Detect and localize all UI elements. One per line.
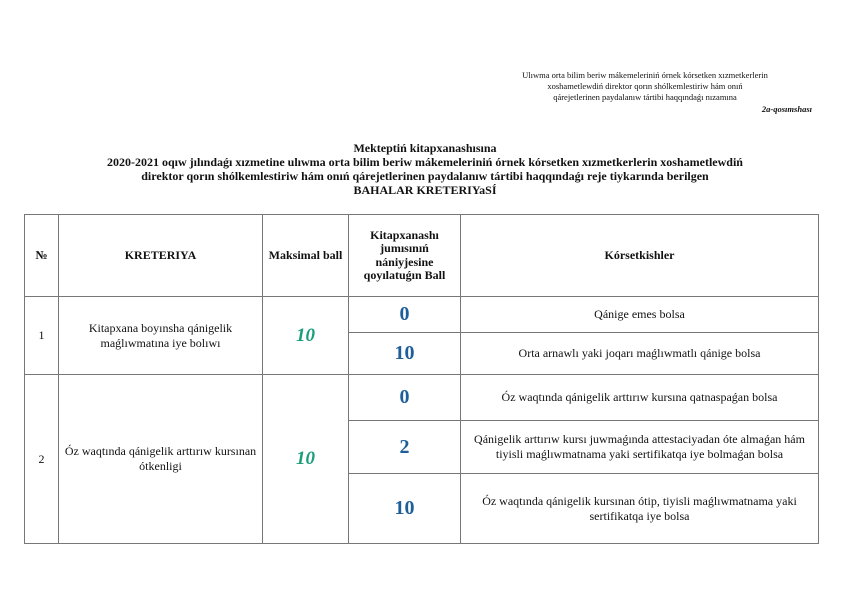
- indicator-cell: Óz waqtında qánigelik kursınan ótip, tiyisli maǵlıwmatnama yaki sertifikatqa iye bolsa: [461, 474, 819, 544]
- given-ball-cell: 0: [349, 375, 461, 421]
- header-given-ball: Kitapxanashı jumısınıń nániyjesine qoyılatuǵın Ball: [349, 215, 461, 297]
- indicator-cell: Qánige emes bolsa: [461, 297, 819, 333]
- given-ball-cell: 2: [349, 421, 461, 474]
- header-indicators: Kórsetkishler: [461, 215, 819, 297]
- header-max-ball: Maksimal ball: [263, 215, 349, 297]
- title-line: Mekteptiń kitapxanashısına: [353, 141, 497, 155]
- header-note-line: xoshametlewdiń direktor qorın shólkemlestiriw hám onıń: [547, 81, 743, 91]
- appendix-label: 2a-qosımshası: [761, 104, 812, 114]
- appendix-header-note: [470, 70, 820, 115]
- indicator-cell: Óz waqtında qánigelik arttırıw kursına qatnaspaǵan bolsa: [461, 375, 819, 421]
- header-note-line: Ulıwma orta bilim beriw mákemeleriniń órnek kórsetken xızmetkerlerin: [522, 70, 768, 80]
- header-number: №: [25, 215, 59, 297]
- given-ball-cell: 0: [349, 297, 461, 333]
- given-ball-cell: 10: [349, 474, 461, 544]
- indicator-cell: Orta arnawlı yaki joqarı maǵlıwmatlı qánige bolsa: [461, 333, 819, 375]
- criteria-cell: Kitapxana boyınsha qánigelik maǵlıwmatına iye bolıwı: [59, 297, 263, 375]
- title-line: BAHALAR KRETERIYaSÍ: [353, 183, 497, 197]
- max-ball-cell: 10: [263, 375, 349, 544]
- given-ball-cell: 10: [349, 333, 461, 375]
- max-ball-cell: 10: [263, 297, 349, 375]
- table-header-row: [25, 215, 819, 297]
- document-title: [20, 141, 830, 197]
- criteria-cell: Óz waqtında qánigelik arttırıw kursınan ótkenligi: [59, 375, 263, 544]
- row-number: 2: [25, 375, 59, 544]
- header-criteria: KRETERIYA: [59, 215, 263, 297]
- row-number: 1: [25, 297, 59, 375]
- header-note-line: qárejetlerinen paydalanıw tártibi haqqındaǵı nızamına: [553, 92, 737, 102]
- title-line: 2020-2021 oqıw jılındaǵı xızmetine ulıwma orta bilim beriw mákemeleriniń órnek kórsetken xızmetkerlerin xoshametlewdiń: [107, 155, 743, 169]
- indicator-cell: Qánigelik arttırıw kursı juwmaǵında attestaciyadan óte almaǵan hám tiyisli maǵlıwmatnama yaki sertifikatqa iye bolmaǵan bolsa: [461, 421, 819, 474]
- table-row: [25, 297, 819, 333]
- title-line: direktor qorın shólkemlestiriw hám onıń qárejetlerinen paydalanıw tártibi haqqındaǵı reje tiykarında berilgen: [141, 169, 709, 183]
- table-row: [25, 375, 819, 421]
- criteria-table: [24, 214, 819, 544]
